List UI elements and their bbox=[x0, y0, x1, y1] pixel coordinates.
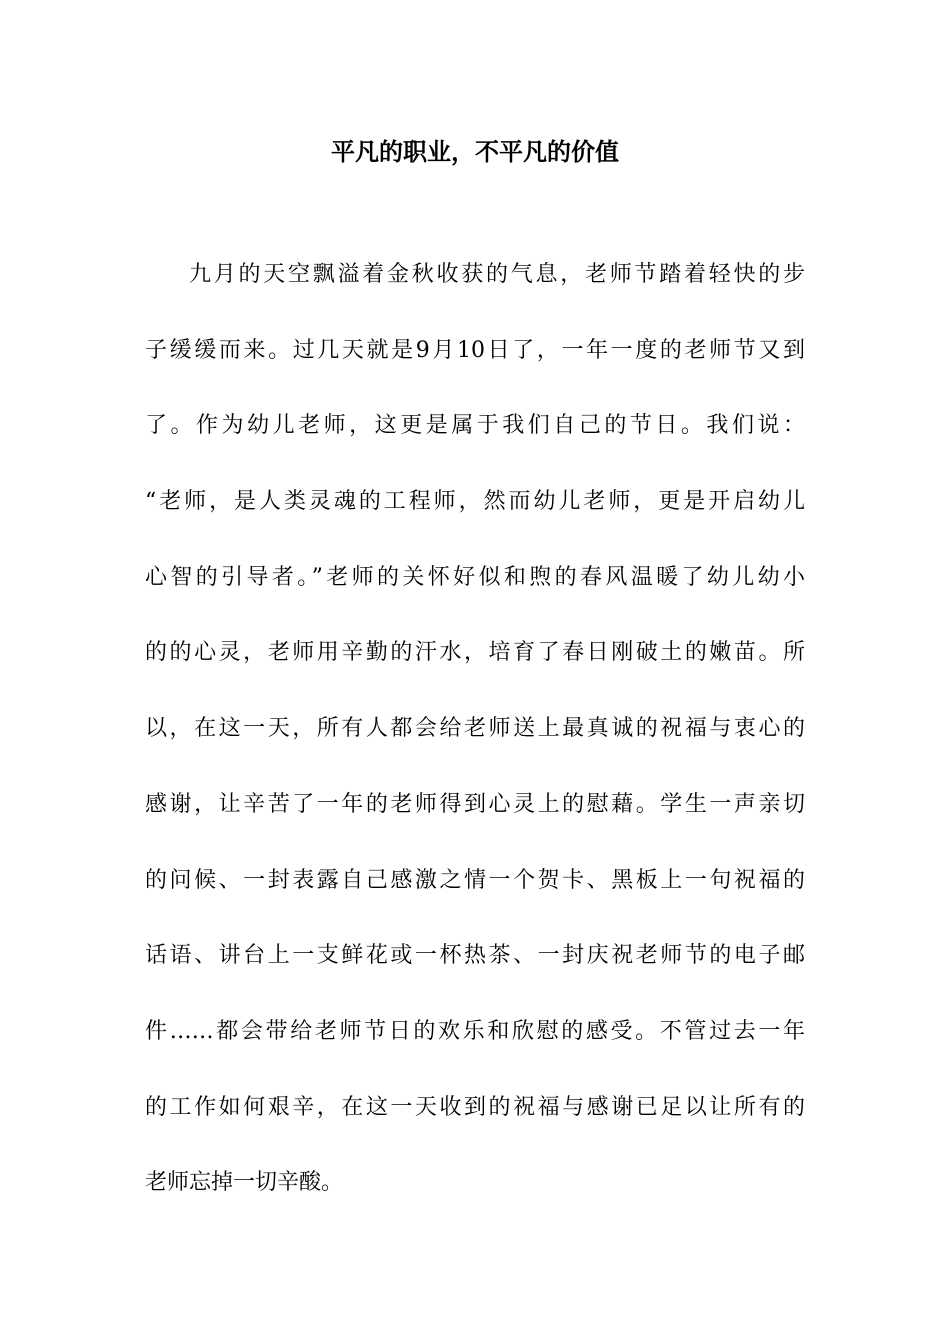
paragraph-line: 心智的引导者。”老师的关怀好似和煦的春风温暖了幼儿幼小 bbox=[145, 564, 805, 590]
paragraph-line: 以，在这一天，所有人都会给老师送上最真诚的祝福与衷心的 bbox=[145, 716, 805, 742]
paragraph-line: 子缓缓而来。过几天就是9月10日了，一年一度的老师节又到 bbox=[145, 337, 805, 363]
paragraph-line: 感谢，让辛苦了一年的老师得到心灵上的慰藉。学生一声亲切 bbox=[145, 791, 805, 817]
paragraph-line: 件……都会带给老师节日的欢乐和欣慰的感受。不管过去一年 bbox=[145, 1018, 805, 1044]
body-paragraph bbox=[145, 253, 805, 1237]
document-title: 平凡的职业，不平凡的价值 bbox=[331, 137, 619, 166]
paragraph-line: 的问候、一封表露自己感激之情一个贺卡、黑板上一句祝福的 bbox=[145, 867, 805, 893]
paragraph-line: 了。作为幼儿老师，这更是属于我们自己的节日。我们说： bbox=[145, 413, 805, 439]
paragraph-line: 的工作如何艰辛，在这一天收到的祝福与感谢已足以让所有的 bbox=[145, 1094, 805, 1120]
paragraph-line: “老师，是人类灵魂的工程师，然而幼儿老师，更是开启幼儿 bbox=[145, 489, 805, 515]
paragraph-line: 的的心灵，老师用辛勤的汗水，培育了春日刚破土的嫩苗。所 bbox=[145, 640, 805, 666]
paragraph-line: 老师忘掉一切辛酸。 bbox=[145, 1170, 344, 1196]
paragraph-line: 话语、讲台上一支鲜花或一杯热茶、一封庆祝老师节的电子邮 bbox=[145, 943, 805, 969]
paragraph-line: 九月的天空飘溢着金秋收获的气息，老师节踏着轻快的步 bbox=[189, 262, 805, 287]
